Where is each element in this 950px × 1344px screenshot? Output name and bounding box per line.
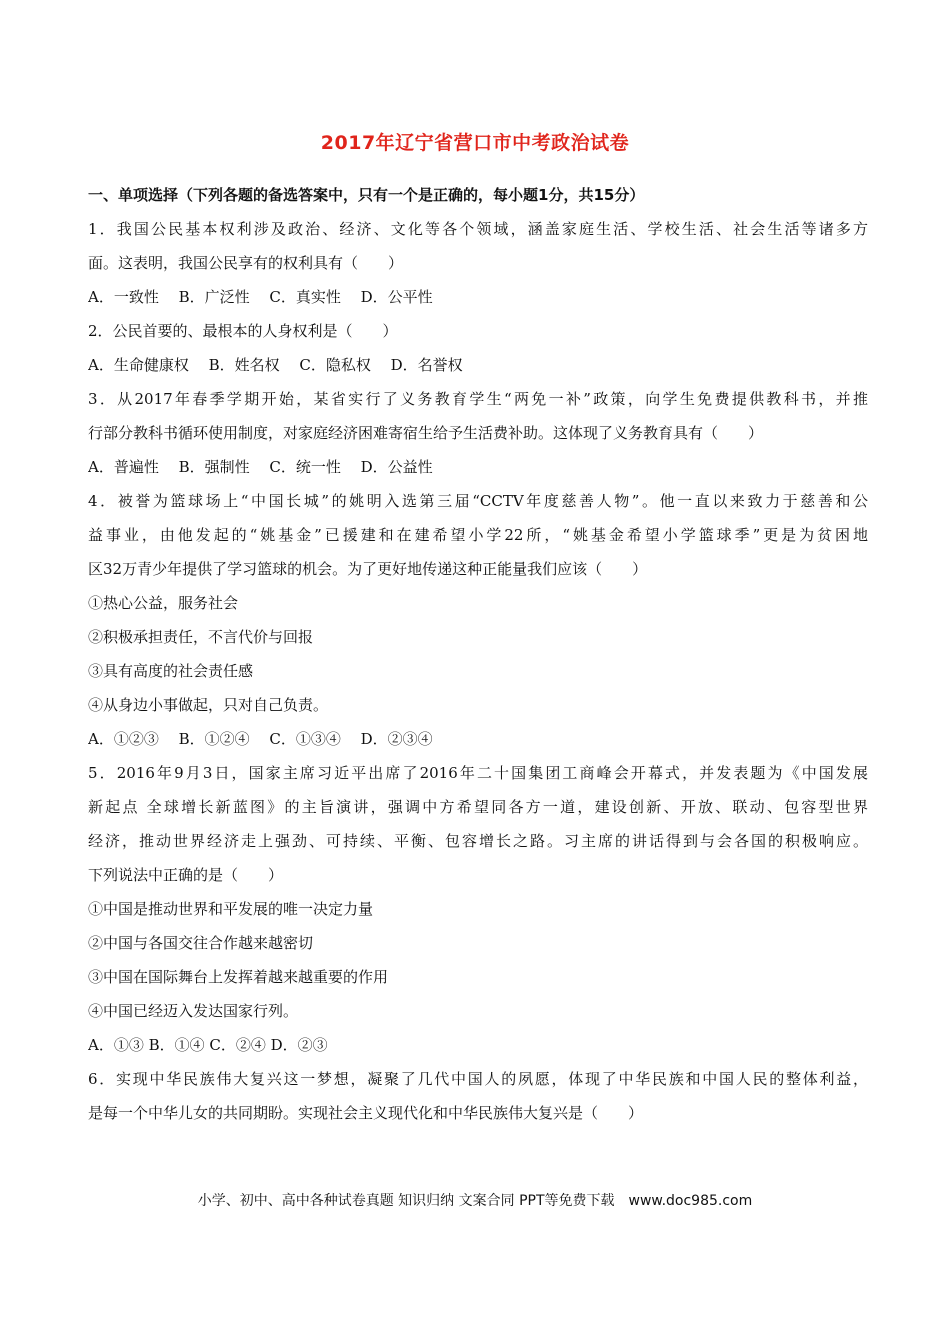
question-4-statement-1: ①热心公益，服务社会 bbox=[88, 594, 239, 612]
question-5-line-2: 新起点 全球增长新蓝图》的主旨演讲，强调中方希望同各方一道，建设创新、开放、联动、包容型世界 bbox=[88, 798, 868, 816]
question-2-options: A．生命健康权 B．姓名权 C．隐私权 D．名誉权 bbox=[88, 356, 463, 374]
question-6-line-2: 是每一个中华儿女的共同期盼。实现社会主义现代化和中华民族伟大复兴是（ ） bbox=[88, 1104, 644, 1122]
question-2-stem: 2．公民首要的、最根本的人身权利是（ ） bbox=[88, 322, 398, 340]
exam-body bbox=[88, 178, 868, 1130]
question-5-statement-4: ④中国已经迈入发达国家行列。 bbox=[88, 1002, 299, 1020]
question-4-statement-4: ④从身边小事做起，只对自己负责。 bbox=[88, 696, 329, 714]
question-1-line-1: 1．我国公民基本权利涉及政治、经济、文化等各个领域，涵盖家庭生活、学校生活、社会生活等诸多方 bbox=[88, 220, 868, 238]
question-4-statement-2: ②积极承担责任，不言代价与回报 bbox=[88, 628, 314, 646]
section-heading: 一、单项选择（下列各题的备选答案中，只有一个是正确的，每小题1分，共15分） bbox=[88, 186, 645, 204]
question-5-line-1: 5．2016年9月3日，国家主席习近平出席了2016年二十国集团工商峰会开幕式，并发表题为《中国发展 bbox=[88, 764, 868, 782]
question-5-options: A．①③ B．①④ C．②④ D．②③ bbox=[88, 1036, 328, 1054]
question-4-line-1: 4．被誉为篮球场上“中国长城”的姚明入选第三届“CCTV年度慈善人物”。他一直以来致力于慈善和公 bbox=[88, 492, 868, 510]
page-title: 2017年辽宁省营口市中考政治试卷 bbox=[320, 132, 630, 154]
question-3-line-1: 3．从2017年春季学期开始，某省实行了义务教育学生“两免一补”政策，向学生免费提供教科书，并推 bbox=[88, 390, 868, 408]
question-5-statement-3: ③中国在国际舞台上发挥着越来越重要的作用 bbox=[88, 968, 389, 986]
question-5-line-3: 经济，推动世界经济走上强劲、可持续、平衡、包容增长之路。习主席的讲话得到与会各国的积极响应。 bbox=[88, 832, 868, 850]
question-5-statement-1: ①中国是推动世界和平发展的唯一决定力量 bbox=[88, 900, 374, 918]
question-5-stem: 下列说法中正确的是（ ） bbox=[88, 866, 284, 884]
question-5-statement-2: ②中国与各国交往合作越来越密切 bbox=[88, 934, 314, 952]
question-4-options: A．①②③ B．①②④ C．①③④ D．②③④ bbox=[88, 730, 433, 748]
question-1-line-2: 面。这表明，我国公民享有的权利具有（ ） bbox=[88, 254, 404, 272]
question-1-options: A．一致性 B．广泛性 C．真实性 D．公平性 bbox=[88, 288, 433, 306]
question-4-statement-3: ③具有高度的社会责任感 bbox=[88, 662, 254, 680]
question-4-line-3: 区32万青少年提供了学习篮球的机会。为了更好地传递这种正能量我们应该（ ） bbox=[88, 560, 648, 578]
question-4-line-2: 益事业，由他发起的“姚基金”已援建和在建希望小学22所，“姚基金希望小学篮球季”更是为贫困地 bbox=[88, 526, 868, 544]
question-6-line-1: 6．实现中华民族伟大复兴这一梦想，凝聚了几代中国人的夙愿，体现了中华民族和中国人民的整体利益， bbox=[88, 1070, 868, 1088]
question-3-options: A．普遍性 B．强制性 C．统一性 D．公益性 bbox=[88, 458, 433, 476]
question-3-line-2: 行部分教科书循环使用制度，对家庭经济困难寄宿生给予生活费补助。这体现了义务教育具有（ ） bbox=[88, 424, 764, 442]
footer-download-note: 小学、初中、高中各种试卷真题 知识归纳 文案合同 PPT等免费下载 www.doc985.com bbox=[197, 1193, 753, 1209]
